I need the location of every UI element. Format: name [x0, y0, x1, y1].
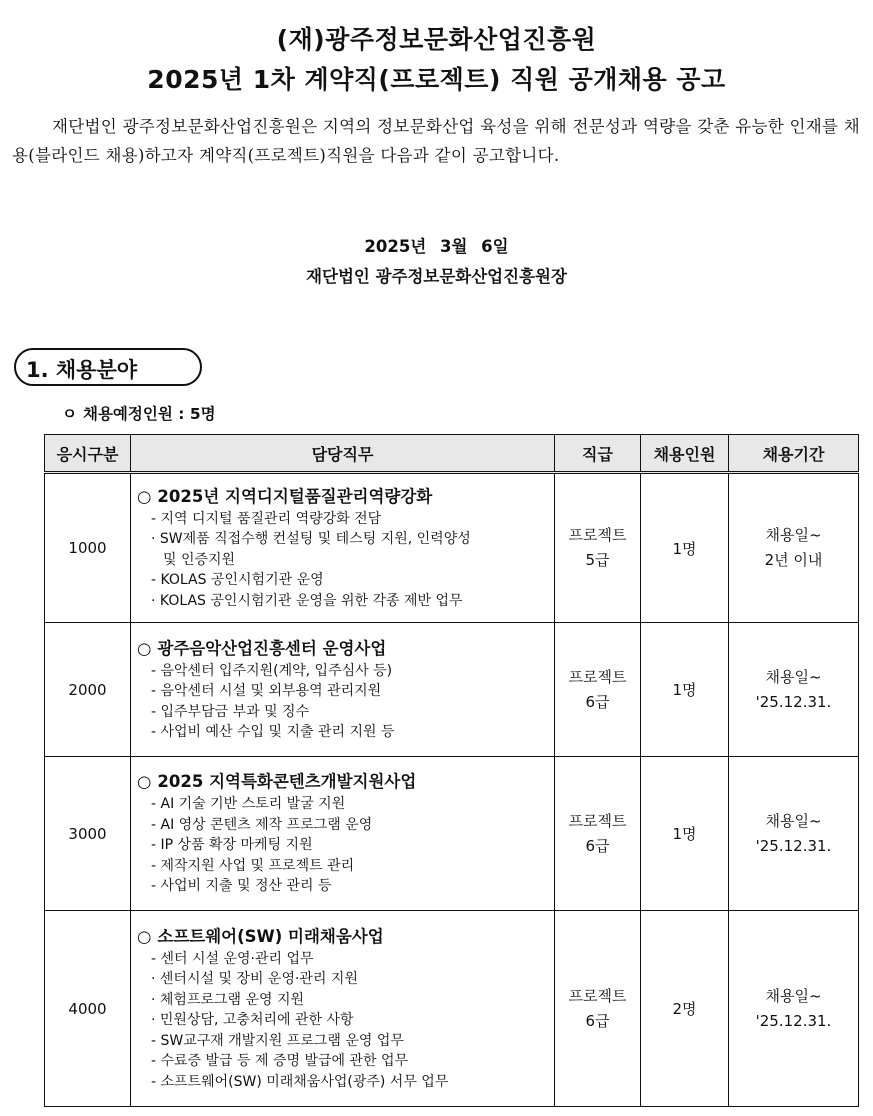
circle-bullet-icon: ○	[137, 772, 152, 792]
duty-cell	[131, 757, 555, 911]
grade-cell	[555, 473, 641, 623]
header-duty: 담당직무	[131, 435, 555, 473]
duty-line: - AI 영상 콘텐츠 제작 프로그램 운영	[151, 816, 373, 833]
grade-type: 프로젝트	[568, 986, 627, 1005]
headcount-cell: 1명	[641, 473, 729, 623]
duty-line: - 음악센터 시설 및 외부용역 관리지원	[151, 683, 382, 699]
grade-type: 프로젝트	[568, 811, 627, 830]
duty-cell	[131, 911, 555, 1107]
headcount-cell: 1명	[641, 623, 729, 757]
table-row	[45, 757, 859, 911]
duty-line: · SW제품 직접수행 컨설팅 및 테스팅 지원, 인력양성	[151, 531, 471, 548]
grade-level: 6급	[585, 836, 610, 855]
period-end: '25.12.31.	[755, 692, 832, 711]
period-cell	[729, 911, 859, 1107]
document-title: (재)광주정보문화산업진흥원	[276, 25, 597, 54]
document-subtitle: 2025년 1차 계약직(프로젝트) 직원 공개채용 공고	[147, 65, 726, 94]
duty-line: - KOLAS 공인시험기관 운영	[151, 572, 324, 589]
duty-line: - 입주부담금 부과 및 징수	[151, 703, 310, 720]
duty-title-text: 2025년 지역디지털품질관리역량강화	[157, 486, 433, 506]
duty-title-text: 2025 지역특화콘텐츠개발지원사업	[157, 772, 417, 792]
duty-line: · 센터시설 및 장비 운영·관리 지원	[151, 971, 358, 988]
table-row	[45, 473, 859, 623]
grade-cell	[555, 757, 641, 911]
duty-title	[137, 925, 550, 949]
period-start: 채용일~	[765, 667, 822, 686]
planned-headcount-text: 채용예정인원 : 5명	[82, 405, 216, 423]
duty-line: - AI 기술 기반 스토리 발굴 지원	[151, 796, 346, 813]
grade-level: 6급	[585, 1011, 610, 1030]
division-code: 1000	[45, 473, 131, 623]
header-division: 응시구분	[45, 435, 131, 473]
duty-line: - 소프트웨어(SW) 미래채움사업(광주) 서무 업무	[151, 1073, 449, 1090]
duty-line: - 지역 디지털 품질관리 역량강화 전담	[151, 510, 382, 527]
division-code: 3000	[45, 757, 131, 911]
section-heading: 1. 채용분야	[26, 358, 138, 382]
duty-cell	[131, 623, 555, 757]
circle-bullet-icon: ㅇ	[62, 405, 77, 423]
grade-cell	[555, 911, 641, 1107]
circle-bullet-icon: ○	[137, 486, 152, 506]
intro-paragraph: 재단법인 광주정보문화산업진흥원은 지역의 정보문화산업 육성을 위해 전문성과 역량을 갖춘 유능한 인재를 채용(블라인드 채용)하고자 계약직(프로젝트)직원을 다음과 같이 공고합니다.	[12, 117, 860, 165]
division-code: 2000	[45, 623, 131, 757]
duty-line: - 제작지원 사업 및 프로젝트 관리	[151, 857, 355, 874]
period-end: '25.12.31.	[755, 1011, 832, 1030]
recruitment-table	[44, 434, 859, 1107]
table-row	[45, 911, 859, 1107]
table-row	[45, 623, 859, 757]
circle-bullet-icon: ○	[137, 638, 152, 658]
grade-cell	[555, 623, 641, 757]
period-cell	[729, 623, 859, 757]
duty-line: · 민원상담, 고충처리에 관한 사항	[151, 1012, 354, 1029]
duty-line: - 수료증 발급 등 제 증명 발급에 관한 업무	[151, 1053, 409, 1070]
period-cell	[729, 757, 859, 911]
grade-level: 5급	[585, 551, 610, 569]
headcount-cell: 2명	[641, 911, 729, 1107]
duty-title-text: 광주음악산업진흥센터 운영사업	[157, 638, 387, 658]
period-start: 채용일~	[765, 986, 822, 1005]
grade-level: 6급	[585, 692, 610, 711]
grade-type: 프로젝트	[568, 526, 627, 544]
period-end: '25.12.31.	[755, 836, 832, 855]
issuer-name: 재단법인 광주정보문화산업진흥원장	[306, 267, 567, 286]
table-header-row	[45, 435, 859, 473]
grade-type: 프로젝트	[568, 667, 627, 686]
duty-line: · 체험프로그램 운영 지원	[151, 991, 305, 1008]
duty-title	[137, 770, 550, 794]
duty-line: 및 인증지원	[163, 551, 236, 568]
planned-headcount	[62, 402, 216, 424]
period-start: 채용일~	[765, 526, 822, 544]
duty-line: · KOLAS 공인시험기관 운영을 위한 각종 제반 업무	[151, 592, 463, 609]
duty-line: - 사업비 예산 수입 및 지출 관리 지원 등	[151, 724, 395, 740]
header-headcount: 채용인원	[641, 435, 729, 473]
duty-line: - 음악센터 입주지원(계약, 입주심사 등)	[151, 662, 393, 679]
duty-title	[137, 485, 550, 509]
period-cell	[729, 473, 859, 623]
duty-title-text: 소프트웨어(SW) 미래채움사업	[157, 926, 384, 946]
header-grade: 직급	[555, 435, 641, 473]
duty-line: - IP 상품 확장 마케팅 지원	[151, 837, 313, 854]
division-code: 4000	[45, 911, 131, 1107]
duty-line: - 사업비 지출 및 정산 관리 등	[151, 878, 332, 895]
period-start: 채용일~	[765, 811, 822, 830]
headcount-cell: 1명	[641, 757, 729, 911]
period-end: 2년 이내	[764, 551, 823, 569]
duty-title	[137, 637, 550, 661]
duty-line: - 센터 시설 운영·관리 업무	[151, 950, 314, 967]
announcement-date: 2025년 3월 6일	[364, 237, 509, 256]
duty-cell	[131, 473, 555, 623]
duty-line: - SW교구재 개발지원 프로그램 운영 업무	[151, 1032, 404, 1049]
circle-bullet-icon: ○	[137, 926, 152, 946]
header-period: 채용기간	[729, 435, 859, 473]
